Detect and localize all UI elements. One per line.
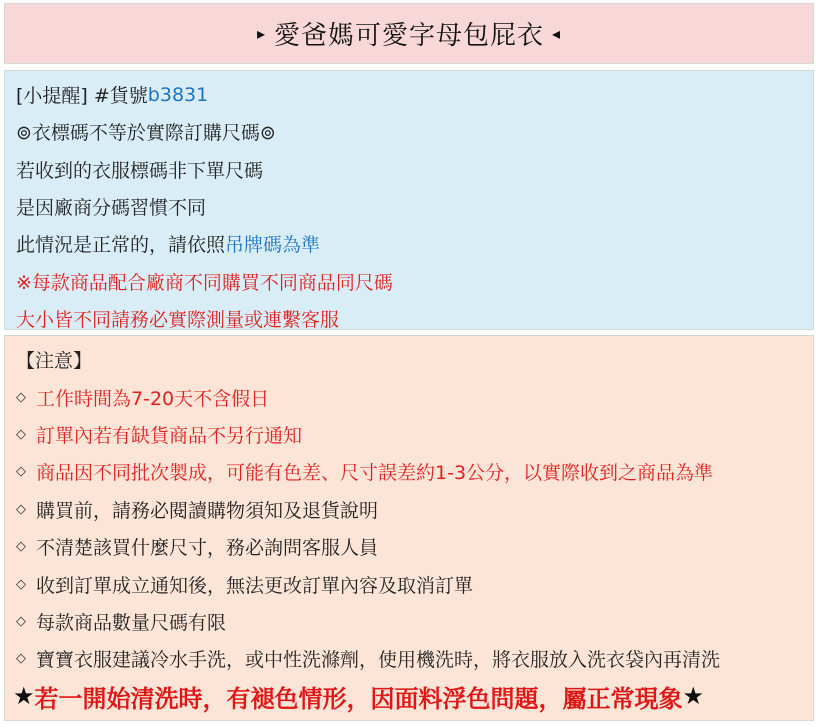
attention-item [16, 528, 813, 565]
attention-item-text: 工作時間為7-20天不含假日 [36, 387, 270, 410]
attention-item [16, 640, 813, 677]
diamond-bullet-icon: ◇ [16, 613, 26, 629]
reminder-warning-line: 大小皆不同請務必實際測量或連繫客服 [16, 308, 340, 331]
attention-item [16, 416, 813, 453]
diamond-bullet-icon: ◇ [16, 464, 26, 480]
reminder-line: ⊚衣標碼不等於實際訂購尺碼⊚ [16, 122, 276, 145]
product-title-text: 愛爸媽可愛字母包屁衣 [273, 21, 544, 51]
attention-item-text: 每款商品數量尺碼有限 [36, 611, 227, 634]
diamond-bullet-icon: ◇ [16, 426, 26, 442]
reminder-line [16, 225, 813, 262]
star-icon: ★ [682, 682, 705, 711]
attention-item [16, 565, 813, 602]
reminder-label: [小提醒] #貨號 [16, 85, 148, 108]
attention-item-text: 收到訂單成立通知後，無法更改訂單內容及取消訂單 [36, 574, 474, 597]
left-triangle-icon: ◂ [552, 24, 562, 43]
reminder-line: 若收到的衣服標碼非下單尺碼 [16, 159, 264, 182]
product-title [249, 15, 569, 52]
attention-item-text: 訂單內若有缺貨商品不另行通知 [36, 424, 303, 447]
attention-item [16, 453, 813, 490]
attention-panel [4, 335, 814, 721]
attention-item [16, 603, 813, 640]
reminder-text: 此情況是正常的，請依照 [16, 234, 226, 257]
reminder-warning-line: ※每款商品配合廠商不同購買不同商品同尺碼 [16, 271, 393, 294]
diamond-bullet-icon: ◇ [16, 651, 26, 667]
diamond-bullet-icon: ◇ [16, 539, 26, 555]
attention-item-text: 購買前，請務必閱讀購物須知及退貨說明 [36, 499, 379, 522]
reminder-item-number-line [16, 76, 813, 113]
item-number: b3831 [147, 83, 209, 106]
reminder-line: 是因廠商分碼習慣不同 [16, 197, 207, 220]
attention-item [16, 378, 813, 415]
star-icon: ★ [13, 682, 35, 711]
attention-item-text: 商品因不同批次製成，可能有色差、尺寸誤差約1-3公分，以實際收到之商品為準 [36, 462, 714, 485]
title-banner [4, 3, 814, 64]
reminder-panel [4, 70, 814, 330]
right-triangle-icon: ▸ [256, 24, 266, 43]
attention-item-text: 不清楚該買什麼尺寸，務必詢問客服人員 [36, 537, 379, 560]
diamond-bullet-icon: ◇ [16, 576, 26, 592]
washing-warning-text: 若一開始清洗時，有褪色情形，因面料浮色問題，屬正常現象 [34, 684, 683, 713]
diamond-bullet-icon: ◇ [16, 389, 26, 405]
diamond-bullet-icon: ◇ [16, 501, 26, 517]
tag-size-highlight: 吊牌碼為準 [225, 234, 321, 257]
washing-warning [13, 678, 813, 715]
attention-item-text: 寶寶衣服建議冷水手洗，或中性洗滌劑，使用機洗時，將衣服放入洗衣袋內再清洗 [36, 649, 721, 672]
attention-item [16, 491, 813, 528]
attention-heading: 【注意】 [16, 350, 93, 373]
